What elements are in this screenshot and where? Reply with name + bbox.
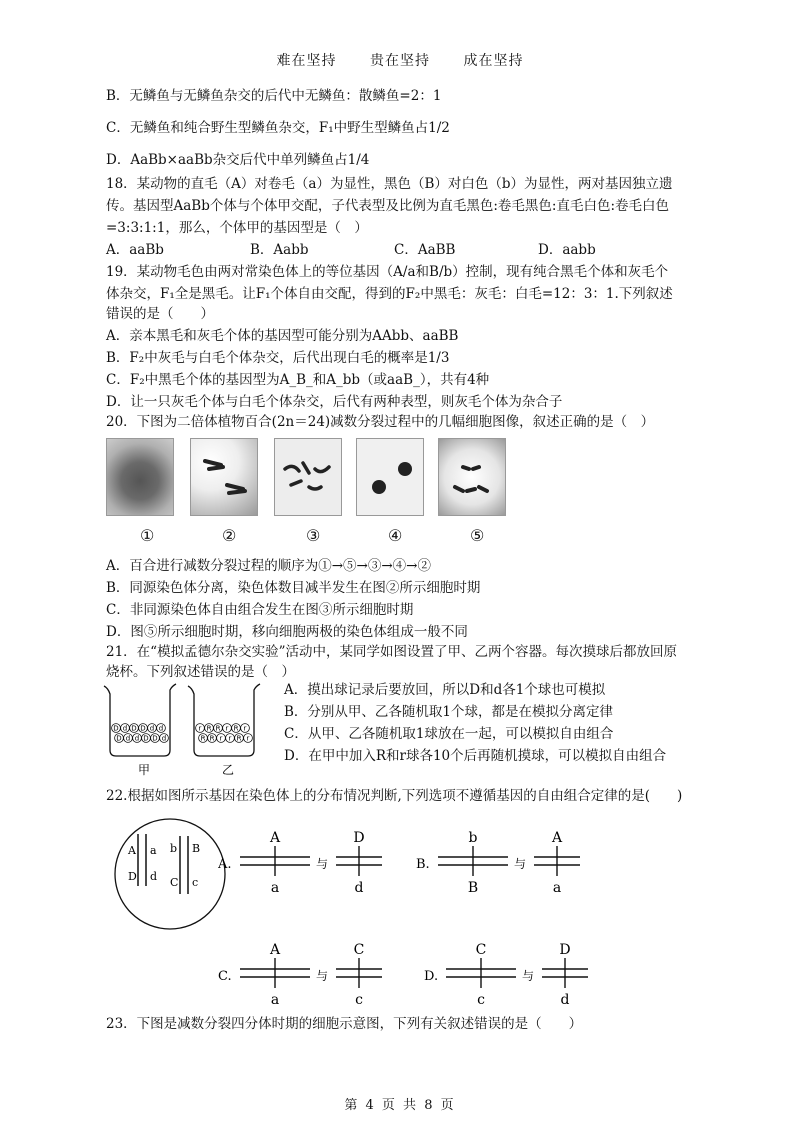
q17-option-c: C．无鳞鱼和纯合野生型鳞鱼杂交，F₁中野生型鳞鱼占1/2: [106, 120, 450, 136]
opt-d-gene-bottom-2: d: [560, 992, 570, 1008]
beaker-yi-label: 乙: [222, 763, 235, 777]
image-label-1: ①: [140, 526, 155, 545]
q21-option-a: A．摸出球记录后要放回，所以D和d各1个球也可模拟: [284, 682, 606, 698]
header-motto-3: 成在坚持: [463, 53, 524, 69]
ball-label: D: [116, 734, 122, 743]
q18-option-b: B．Aabb: [250, 242, 309, 258]
q21-option-d: D．在甲中加入R和r球各10个后再随机摸球，可以模拟自由组合: [284, 748, 667, 764]
q19-option-a: A．亲本黑毛和灰毛个体的基因型可能分别为AAbb、aaBB: [106, 328, 459, 344]
chromosome-sketch: [191, 439, 257, 515]
opt-a-and: 与: [315, 857, 329, 871]
ball-label: D: [131, 724, 137, 733]
q22-option-c-label: C.: [218, 969, 232, 984]
chromosome-sketch: [275, 439, 341, 515]
header-motto-1: 难在坚持: [276, 53, 337, 69]
image-label-2: ②: [222, 526, 237, 545]
opt-d-gene-top-1: C: [475, 942, 487, 958]
ball-label: d: [134, 734, 140, 743]
cell-nuclei-sketch: [357, 439, 423, 515]
beaker-jia-label: 甲: [138, 763, 151, 777]
ball-label: r: [228, 734, 232, 743]
chromosome-sketch: [439, 439, 505, 515]
image-label-3: ③: [306, 526, 321, 545]
ball-label: R: [206, 724, 212, 733]
q21-stem-line2: 烧杯。下列叙述错误的是（ ）: [106, 664, 295, 680]
q19-option-b: B．F₂中灰毛与白毛个体杂交，后代出现白毛的概率是1/3: [106, 350, 450, 366]
chromosome-circle-diagram: [112, 812, 230, 938]
q22-option-a-diagram: [218, 826, 398, 896]
cell-image-3: [274, 438, 342, 516]
ball-label: r: [198, 724, 202, 733]
q20-option-c: C．非同源染色体自由组合发生在图③所示细胞时期: [106, 602, 414, 618]
ball-label: r: [219, 734, 223, 743]
beaker-yi: [188, 684, 260, 756]
q21-option-c: C．从甲、乙各随机取1球放在一起，可以模拟自由组合: [284, 726, 614, 742]
opt-d-gene-top-2: D: [559, 942, 571, 958]
q21-stem-line1: 21．在“模拟孟德尔杂交实验”活动中，某同学如图设置了甲、乙两个容器。每次摸球后都放回原: [106, 644, 677, 660]
cell-image-5: [438, 438, 506, 516]
cell-image-1: [106, 438, 174, 516]
gene-c: c: [192, 876, 199, 889]
q21-option-b: B．分别从甲、乙各随机取1个球，都是在模拟分离定律: [284, 704, 614, 720]
q22-option-b-label: B.: [416, 857, 430, 872]
ball-label: D: [113, 724, 119, 733]
ball-label: r: [246, 734, 250, 743]
ball-label: d: [149, 724, 155, 733]
opt-c-gene-bottom-1: a: [270, 992, 280, 1008]
q19-option-c: C．F₂中黑毛个体的基因型为A_B_和A_bb（或aaB_），共有4种: [106, 372, 490, 388]
header-motto-2: 贵在坚持: [370, 53, 430, 69]
gene-A: A: [128, 844, 136, 857]
q18-options: [106, 240, 682, 260]
beaker-jia: [104, 684, 176, 756]
q22-option-c-diagram: [218, 938, 398, 1008]
q18-stem-line2: 传。基因型AaBb个体与个体甲交配，子代表型及比例为直毛黑色:卷毛黑色:直毛白色:卷毛白色: [106, 198, 670, 214]
opt-c-gene-bottom-2: c: [355, 992, 363, 1008]
opt-a-gene-top-2: D: [353, 830, 365, 846]
q22-option-d-label: D.: [424, 969, 439, 984]
ball-label: d: [161, 734, 167, 743]
q17-option-d: D．AaBb×aaBb杂交后代中单列鳞鱼占1/4: [106, 152, 370, 168]
q22-option-d-diagram: [424, 938, 604, 1008]
ball-label: R: [200, 734, 206, 743]
opt-a-gene-bottom-1: a: [270, 880, 280, 896]
opt-a-gene-bottom-2: d: [354, 880, 364, 896]
gene-a: a: [150, 844, 157, 857]
page-footer: 第 4 页 共 8 页: [344, 1098, 456, 1113]
cell-image-2: [190, 438, 258, 516]
gene-d: d: [150, 870, 158, 883]
q18-stem-line3: =3:3:1:1，那么，个体甲的基因型是（ ）: [106, 220, 368, 236]
ball-label: R: [233, 724, 239, 733]
q20-option-d: D．图⑤所示细胞时期，移向细胞两极的染色体组成一般不同: [106, 624, 468, 640]
image-label-5: ⑤: [470, 526, 485, 545]
q23-stem: 23．下图是减数分裂四分体时期的细胞示意图，下列有关叙述错误的是（ ）: [106, 1016, 583, 1032]
ball-label: D: [140, 724, 146, 733]
opt-b-gene-bottom-2: a: [552, 880, 562, 896]
gene-D: D: [128, 870, 137, 883]
beaker-diagram: [100, 682, 270, 778]
opt-d-gene-bottom-1: c: [477, 992, 485, 1008]
q19-stem-line2: 体杂交，F₁全是黑毛。让F₁个体自由交配，得到的F₂中黑毛：灰毛：白毛=12：3：1.下列叙述: [106, 286, 673, 302]
gene-b: b: [170, 842, 178, 855]
ball-label: d: [158, 724, 164, 733]
opt-c-and: 与: [315, 969, 329, 983]
ball-label: r: [243, 724, 247, 733]
ball-label: R: [215, 724, 221, 733]
q20-stem: 20．下图为二倍体植物百合(2n＝24)减数分裂过程中的几幅细胞图像，叙述正确的是（ ）: [106, 414, 655, 430]
opt-d-and: 与: [521, 969, 535, 983]
q19-stem-line1: 19．某动物毛色由两对常染色体上的等位基因（A/a和B/b）控制，现有纯合黑毛个体和灰毛个: [106, 264, 669, 280]
q20-option-a: A．百合进行减数分裂过程的顺序为①→⑤→③→④→②: [106, 558, 431, 574]
q22-stem: 22.根据如图所示基因在染色体上的分布情况判断,下列选项不遵循基因的自由组合定律的是( ): [106, 788, 683, 804]
opt-b-gene-top-1: b: [468, 830, 478, 846]
q19-option-d: D．让一只灰毛个体与白毛个体杂交，后代有两种表型，则灰毛个体为杂合子: [106, 394, 563, 410]
opt-b-and: 与: [513, 857, 527, 871]
ball-label: d: [122, 724, 128, 733]
ball-label: R: [236, 734, 242, 743]
q19-stem-line3: 错误的是（ ）: [106, 306, 214, 322]
opt-b-gene-bottom-1: B: [467, 880, 479, 896]
opt-b-gene-top-2: A: [551, 830, 563, 846]
ball-label: d: [125, 734, 131, 743]
q17-option-b: B．无鳞鱼与无鳞鱼杂交的后代中无鳞鱼：散鳞鱼=2：1: [106, 88, 442, 104]
q18-option-a: A．aaBb: [106, 242, 164, 258]
q22-option-a-label: A.: [218, 857, 232, 872]
q18-stem-line1: 18．某动物的直毛（A）对卷毛（a）为显性，黑色（B）对白色（b）为显性，两对基因独立遗: [106, 176, 673, 192]
opt-c-gene-top-1: A: [269, 942, 281, 958]
ball-label: D: [152, 734, 158, 743]
q18-option-d: D．aabb: [538, 242, 596, 258]
cell-image-4: [356, 438, 424, 516]
q18-option-c: C．AaBB: [394, 242, 456, 258]
q22-option-b-diagram: [416, 826, 596, 896]
opt-c-gene-top-2: C: [353, 942, 365, 958]
ball-label: R: [209, 734, 215, 743]
gene-B: B: [192, 842, 201, 855]
ball-label: r: [225, 724, 229, 733]
page-header: [0, 50, 800, 70]
opt-a-gene-top-1: A: [269, 830, 281, 846]
image-label-4: ④: [388, 526, 403, 545]
gene-C: C: [170, 876, 179, 889]
q20-option-b: B．同源染色体分离，染色体数目减半发生在图②所示细胞时期: [106, 580, 481, 596]
ball-label: D: [143, 734, 149, 743]
